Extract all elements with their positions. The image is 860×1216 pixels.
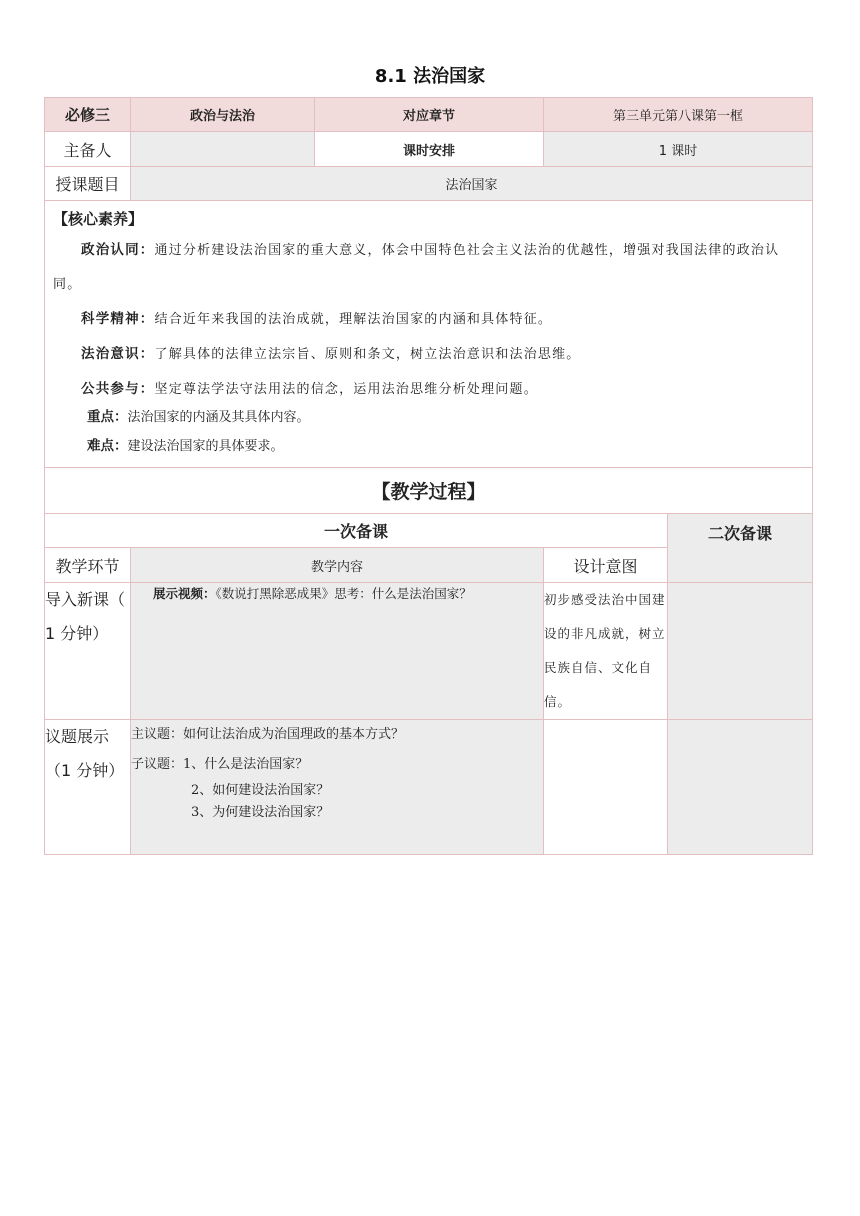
stage-topic: 议题展示（1 分钟）	[45, 720, 131, 855]
process-heading: 【教学过程】	[45, 468, 813, 514]
purpose-topic	[544, 720, 668, 855]
core-item-political: 政治认同：通过分析建设法治国家的重大意义，体会中国特色社会主义法治的优越性，增强对我国法律的政治认同。	[53, 242, 780, 292]
sub-topic-1: 子议题：1、什么是法治国家？	[131, 757, 309, 772]
core-item-public: 公共参与：坚定尊法学法守法用法的信念，运用法治思维分析处理问题。	[81, 381, 538, 397]
second-prep-intro	[668, 583, 813, 720]
content-intro: 展示视频：《数说打黑除恶成果》思考：什么是法治国家？	[131, 583, 544, 720]
core-item-law: 法治意识：了解具体的法律立法宗旨、原则和条文，树立法治意识和法治思维。	[81, 346, 581, 362]
purpose-intro: 初步感受法治中国建设的非凡成就，树立民族自信、文化自信。	[544, 583, 668, 720]
key-point: 重点：法治国家的内涵及其具体内容。	[87, 409, 310, 425]
subject-value: 政治与法治	[131, 98, 315, 132]
difficult-point: 难点：建设法治国家的具体要求。	[87, 438, 284, 454]
col-content-header: 教学内容	[131, 548, 544, 583]
sub-topic-2: 2、如何建设法治国家？	[191, 783, 330, 798]
first-prep-header: 一次备课	[45, 514, 668, 548]
preparer-label: 主备人	[45, 132, 131, 167]
subject-label: 必修三	[45, 98, 131, 132]
core-heading: 【核心素养】	[53, 210, 144, 228]
page-title: 8.1 法治国家	[374, 66, 486, 87]
second-prep-topic	[668, 720, 813, 855]
topic-label: 授课题目	[45, 167, 131, 201]
stage-intro: 导入新课（ 1 分钟）	[45, 583, 131, 720]
period-label: 课时安排	[315, 132, 544, 167]
core-literacy-section	[45, 201, 813, 468]
main-topic: 主议题：如何让法治成为治国理政的基本方式？	[131, 727, 405, 742]
col-purpose-header: 设计意图	[544, 548, 668, 583]
chapter-value: 第三单元第八课第一框	[544, 98, 813, 132]
content-topic	[131, 720, 544, 855]
preparer-value	[131, 132, 315, 167]
topic-value: 法治国家	[131, 167, 813, 201]
lesson-plan-table	[44, 97, 813, 855]
period-value: 1 课时	[544, 132, 813, 167]
second-prep-header: 二次备课	[668, 514, 813, 583]
col-stage-header: 教学环节	[45, 548, 131, 583]
sub-topic-3: 3、为何建设法治国家？	[191, 805, 330, 820]
core-item-science: 科学精神：结合近年来我国的法治成就，理解法治国家的内涵和具体特征。	[81, 311, 553, 327]
chapter-label: 对应章节	[315, 98, 544, 132]
